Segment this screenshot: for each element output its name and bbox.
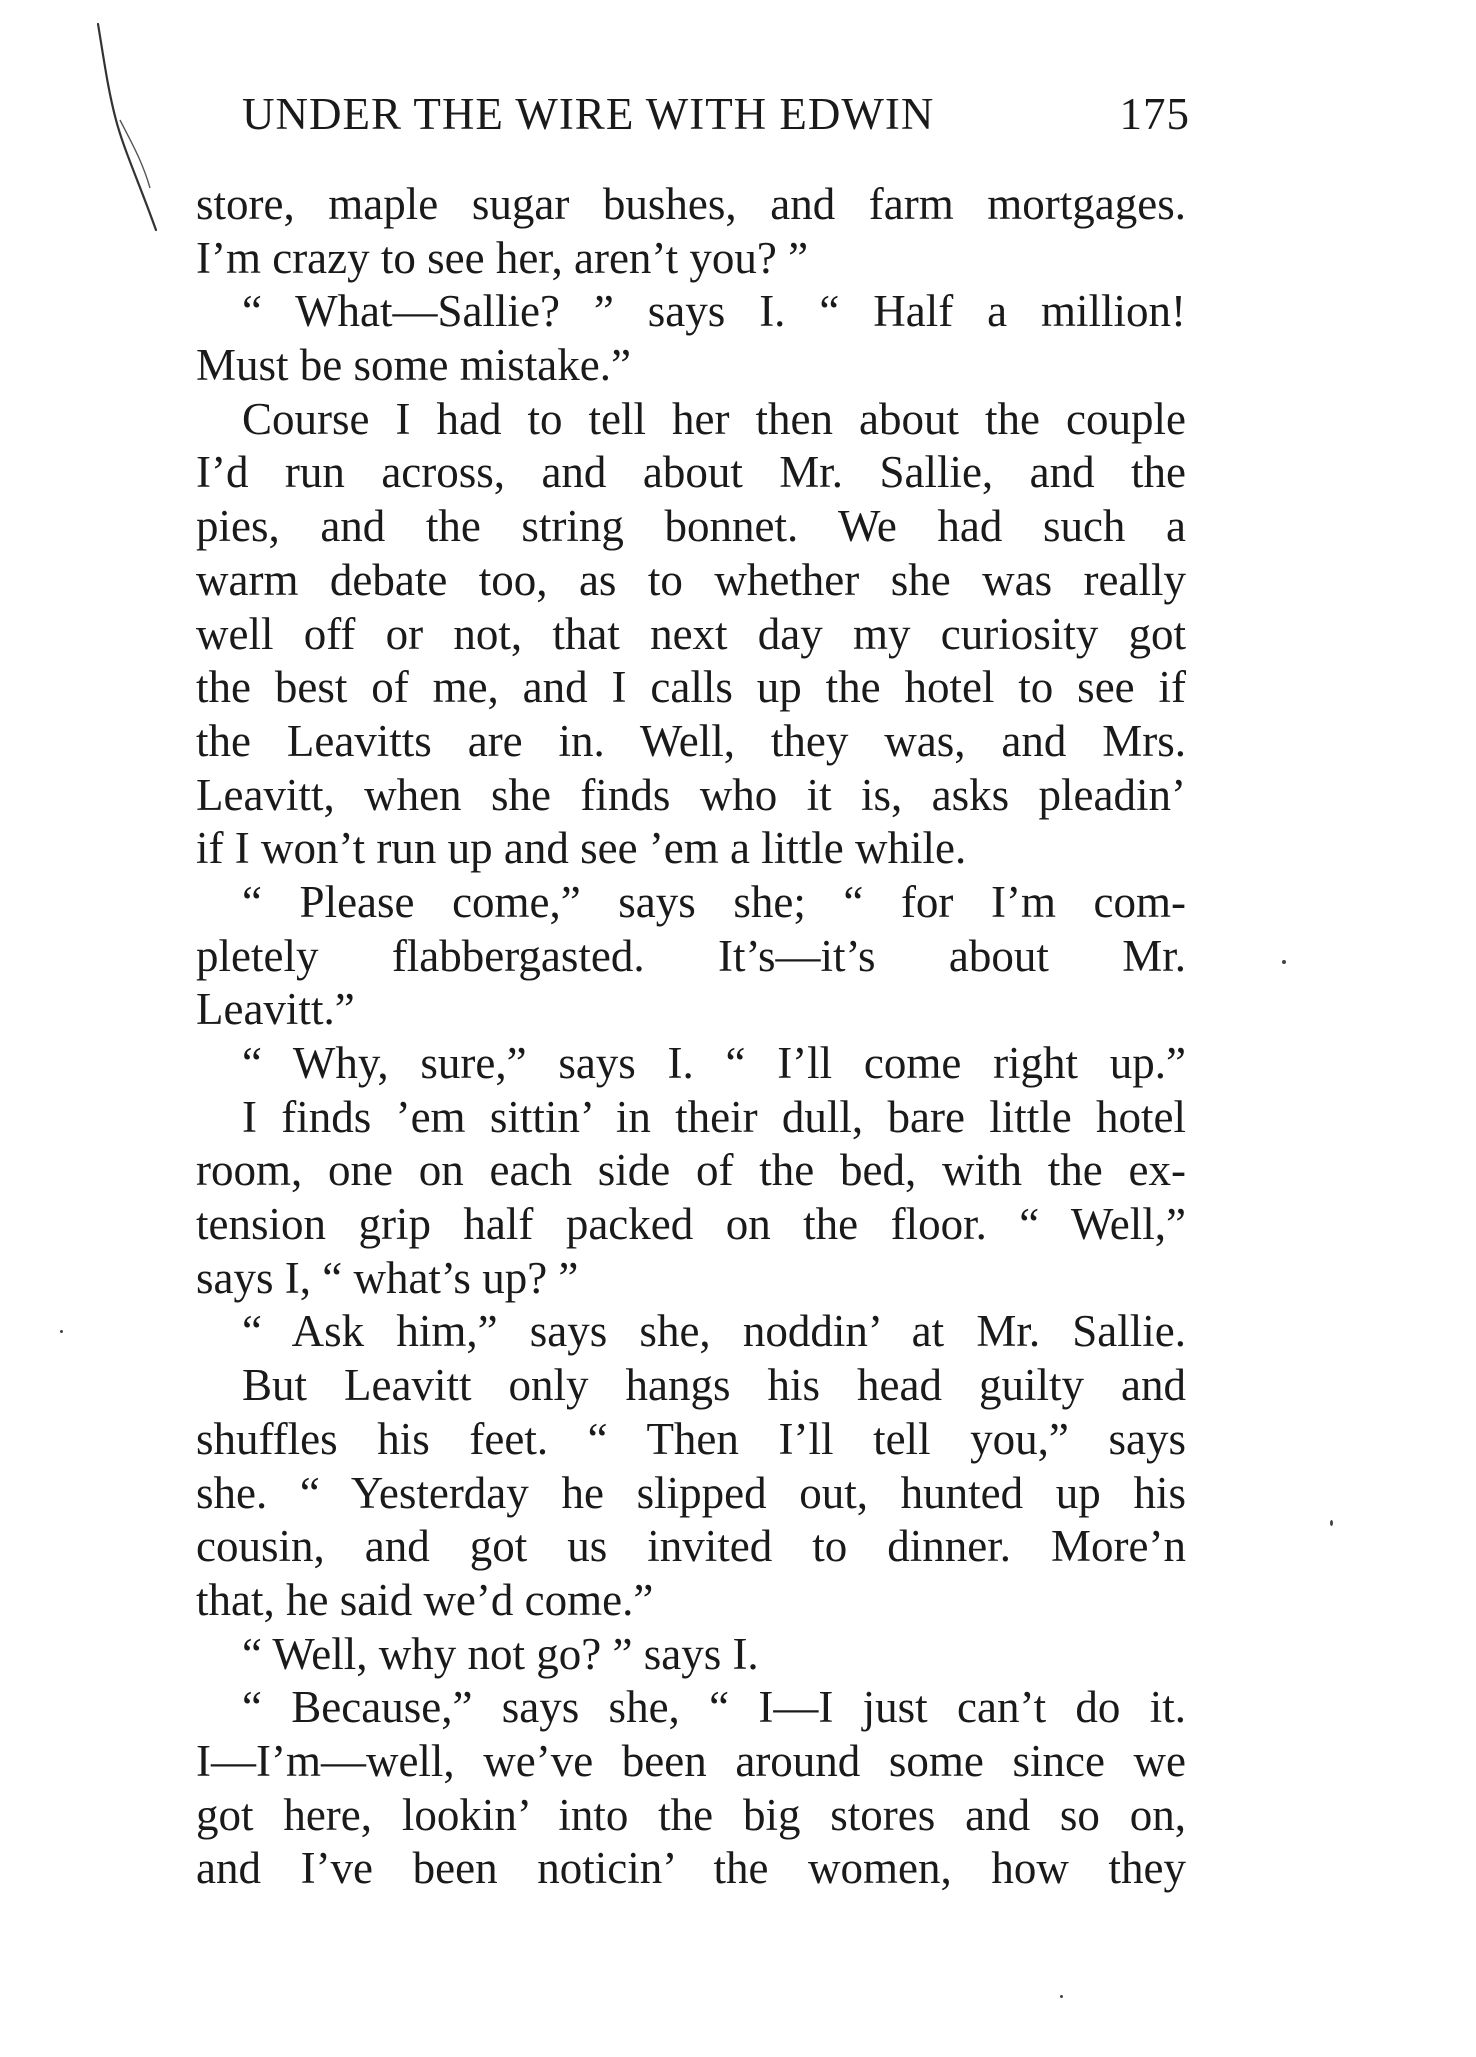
paper-speck [60, 1330, 63, 1333]
text-line: “ Ask him,” says she, noddin’ at Mr. Sallie. [242, 1306, 1186, 1357]
text-line: Course I had to tell her then about the couple [242, 393, 1186, 444]
text-line: “ Well, why not go? ” says I. [242, 1628, 759, 1679]
text-line: cousin, and got us invited to dinner. More’n [196, 1521, 1186, 1572]
text-line: and I’ve been noticin’ the women, how they [196, 1843, 1186, 1894]
text-line: she. “ Yesterday he slipped out, hunted up his [196, 1467, 1186, 1518]
text-line: “ What—Sallie? ” says I. “ Half a million! [242, 286, 1186, 337]
text-line: “ Why, sure,” says I. “ I’ll come right up.” [242, 1038, 1186, 1088]
margin-pencil-mark [90, 20, 210, 260]
text-line: I finds ’em sittin’ in their dull, bare little hotel [242, 1091, 1186, 1142]
text-line: I’d run across, and about Mr. Sallie, and the [196, 447, 1186, 498]
text-line: if I won’t run up and see ’em a little while. [196, 823, 967, 874]
text-line: that, he said we’d come.” [196, 1574, 654, 1625]
text-line: “ Because,” says she, “ I—I just can’t do it. [242, 1682, 1186, 1733]
text-line: warm debate too, as to whether she was really [196, 554, 1186, 605]
running-head [242, 88, 1190, 158]
text-line: says I, “ what’s up? ” [196, 1252, 579, 1303]
text-line: “ Please come,” says she; “ for I’m com- [242, 876, 1186, 927]
text-line: But Leavitt only hangs his head guilty and [242, 1360, 1186, 1411]
text-line: the Leavitts are in. Well, they was, and Mrs. [196, 715, 1186, 766]
text-line: got here, lookin’ into the big stores and so on, [196, 1789, 1186, 1840]
text-line: the best of me, and I calls up the hotel to see if [196, 662, 1186, 713]
body-text [196, 178, 1186, 1896]
running-head-title: UNDER THE WIRE WITH EDWIN [242, 89, 935, 139]
paper-speck [1330, 1520, 1333, 1526]
text-line: well off or not, that next day my curiosity got [196, 608, 1186, 659]
text-line: tension grip half packed on the floor. “ Well,” [196, 1199, 1186, 1250]
page-number: 175 [1119, 89, 1190, 139]
text-line: Leavitt, when she finds who it is, asks pleadin’ [196, 769, 1186, 820]
text-line: Must be some mistake.” [196, 340, 631, 391]
text-line: I’m crazy to see her, aren’t you? ” [196, 232, 809, 283]
text-line: room, one on each side of the bed, with the ex- [196, 1145, 1186, 1196]
text-line: pletely flabbergasted. It’s—it’s about Mr. [196, 930, 1186, 981]
paper-speck [1060, 1995, 1063, 1998]
text-line: I—I’m—well, we’ve been around some since we [196, 1735, 1186, 1786]
text-line: Leavitt.” [196, 984, 355, 1035]
text-line: shuffles his feet. “ Then I’ll tell you,” says [196, 1413, 1186, 1464]
text-line: pies, and the string bonnet. We had such a [196, 501, 1186, 552]
paper-speck [1282, 960, 1286, 964]
text-line: store, maple sugar bushes, and farm mortgages. [196, 179, 1186, 229]
